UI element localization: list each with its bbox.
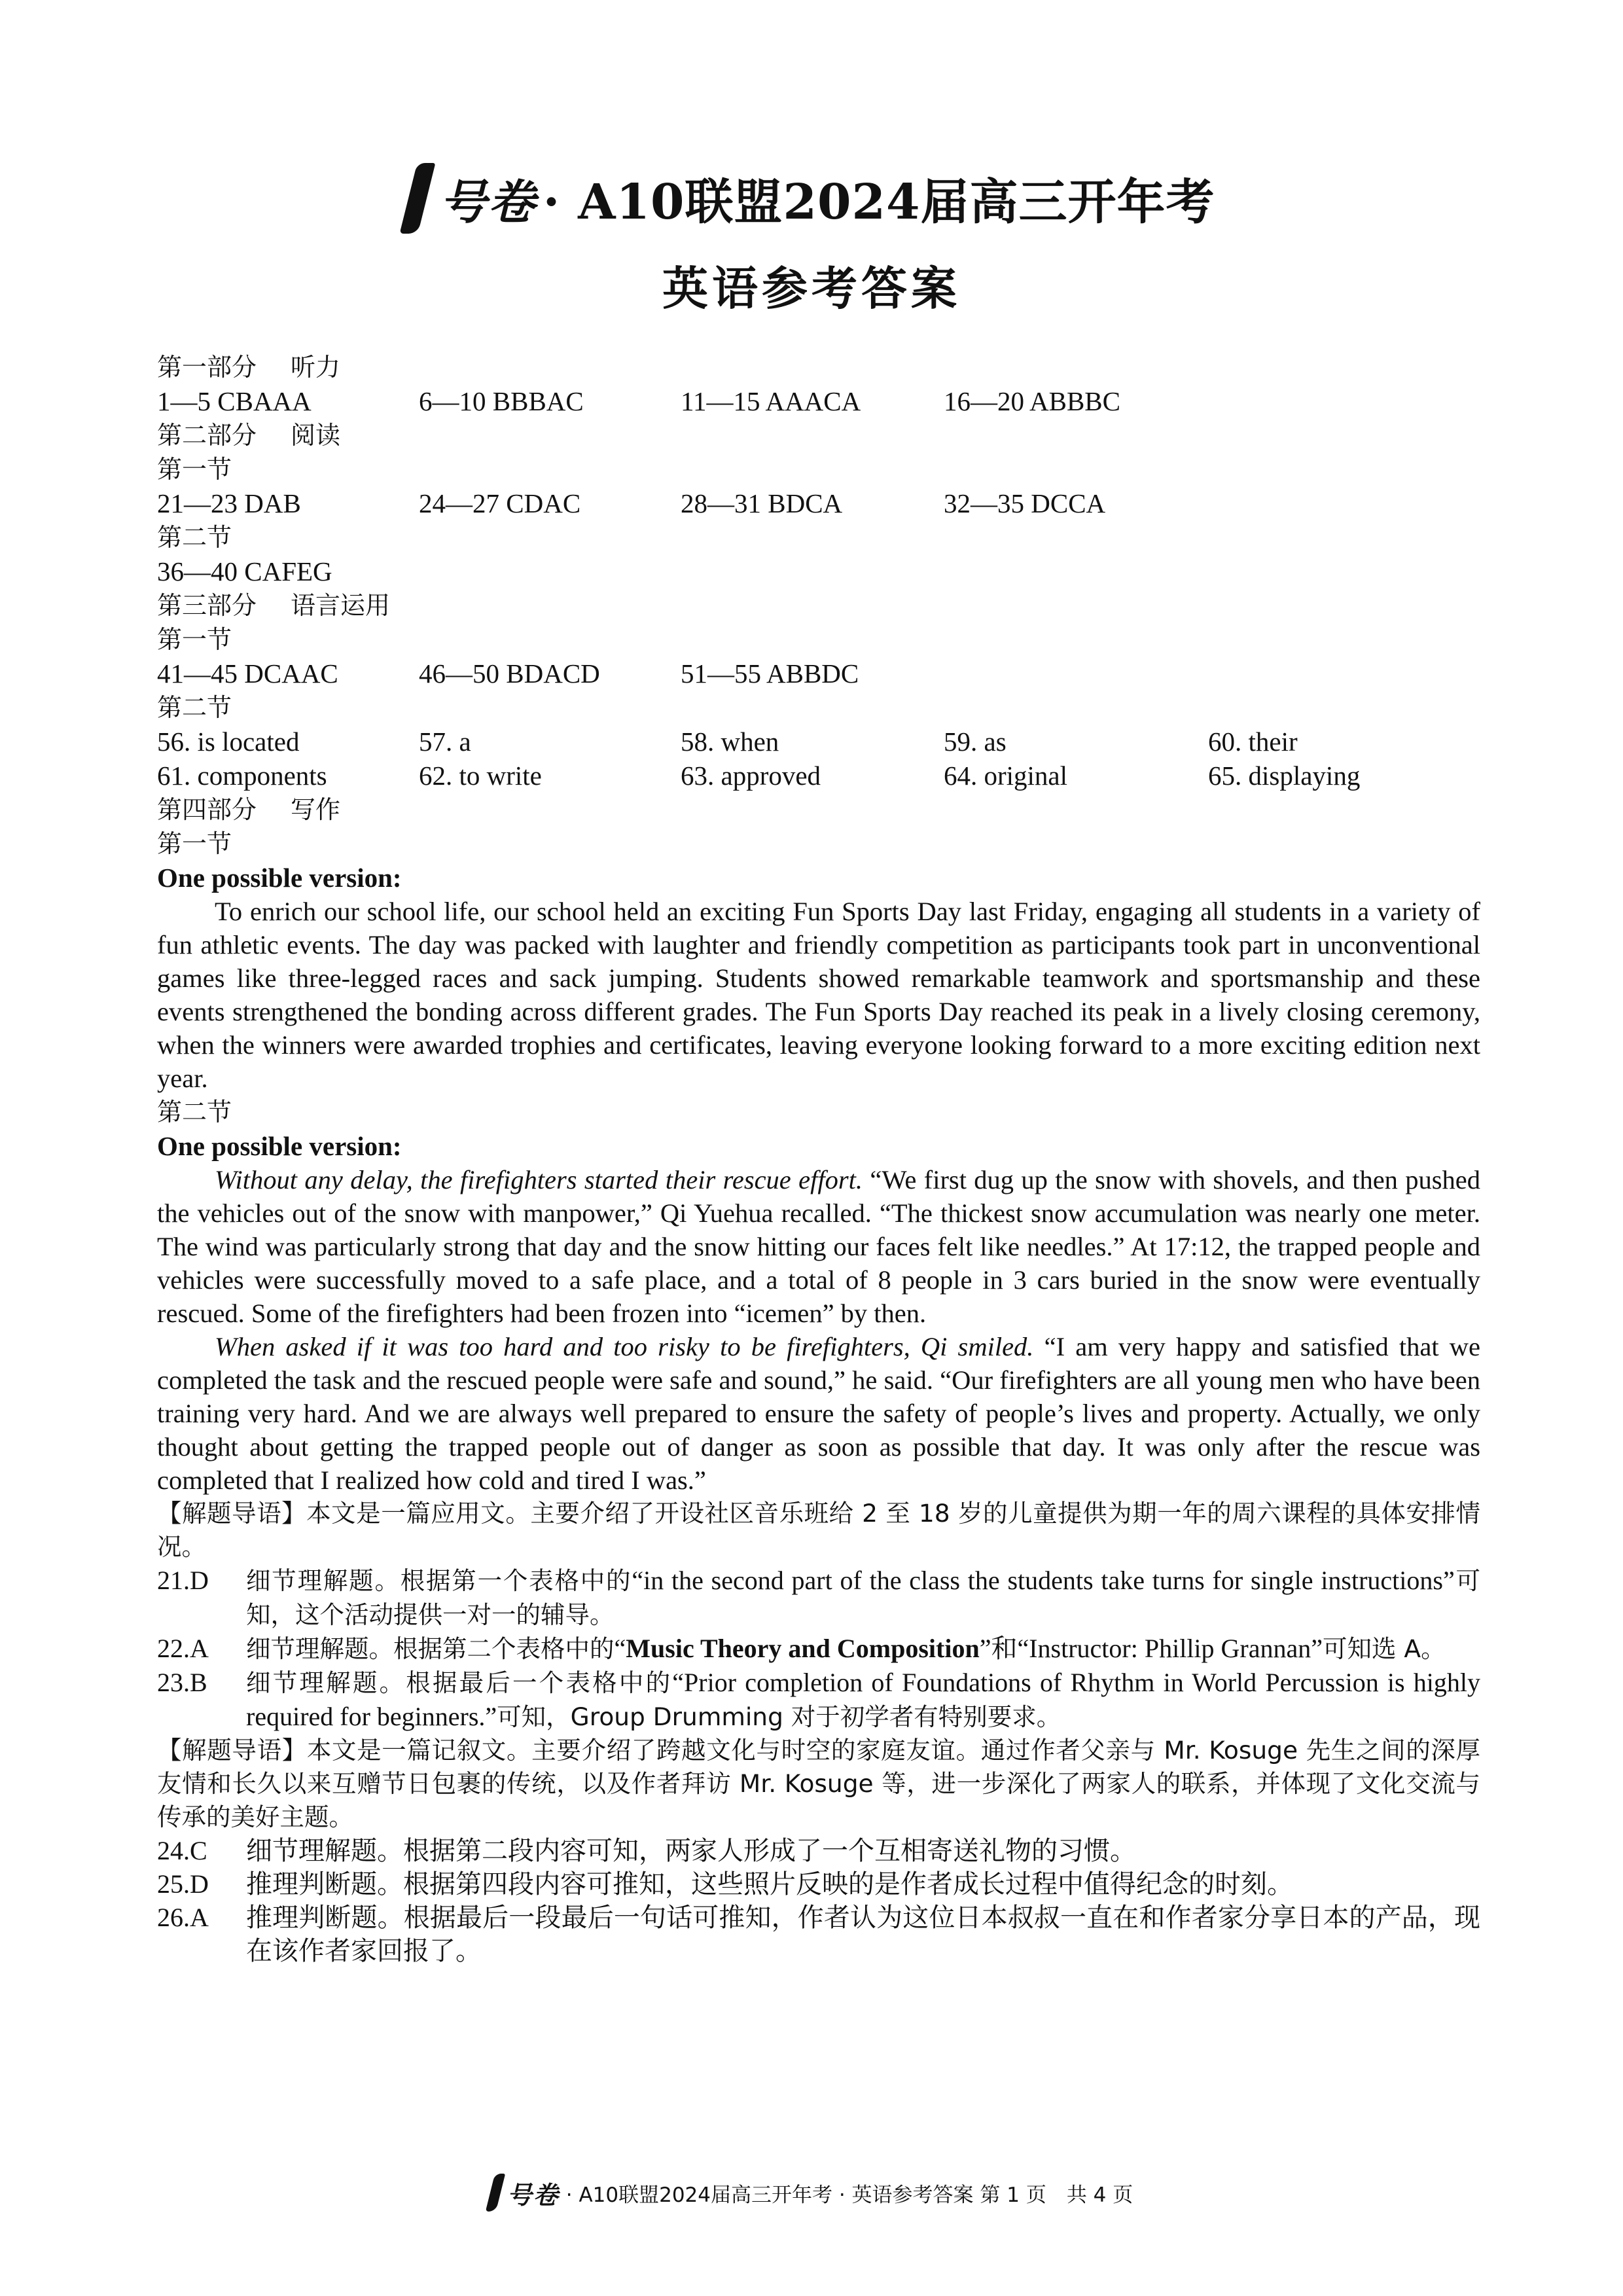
given-sentence: When asked if it was too hard and too risky to be firefighters, Qi smiled. [215,1332,1034,1361]
answer-group: 6—10 BBBAC [419,386,584,416]
explanation-text: 推理判断题。根据第四段内容可推知，这些照片反映的是作者成长过程中值得纪念的时刻。 [246,1869,1293,1899]
question-number: 22.A [157,1634,209,1663]
answer-item: 65. displaying [1208,761,1361,791]
page-title: · A10联盟2024届高三开年考 [543,174,1215,230]
explanation-intro: 【解题导语】本文是一篇记叙文。主要介绍了跨越文化与时空的家庭友谊。通过作者父亲与 Mr. Kosuge 先生之间的深厚友情和长久以来互赠节日包裹的传统，以及作者拜访 Mr. Kosuge 等，进一步深化了两家人的联系，并体现了文化交流与传承的美好主题。 [157,1736,1480,1831]
subsection-heading: 第二节 [157,523,232,552]
subsection-heading: 第一节 [157,829,232,858]
answer-group: 21—23 DAB [157,488,301,518]
question-number: 26.A [157,1903,209,1932]
version-heading: One possible version: [157,1131,402,1161]
section-heading: 第二部分 阅读 [157,421,341,450]
explanation-item [157,1564,1480,1632]
brush-stroke-icon [485,2174,505,2212]
explanation-text: 细节理解题。根据最后一个表格中的“Prior completion of Foundations of Rhythm in World Percussion is highly required for beginners.”可知，Group Drumming 对于初学者有特别要求。 [246,1668,1481,1731]
explanation-item [157,1666,1480,1734]
section-heading: 第三部分 语言运用 [157,591,391,620]
answer-group: 28—31 BDCA [681,488,843,518]
answer-item: 58. when [681,726,779,757]
explanation-item [157,1834,1480,1867]
question-number: 24.C [157,1836,207,1865]
essay-paragraph [157,1163,1480,1330]
answer-item: 62. to write [419,761,542,791]
answer-item: 64. original [944,761,1068,791]
essay-text: “I am very happy and satisfied that we completed the task and the rescued people were safe and sound,” he said. “Our firefighters are all young men who have been training very hard. And we are always well prepared to ensure the safety of people’s lives and property. Actually, we only thought about getting the trapped people out of danger as soon as possible that day. It was only after the rescue was completed that I realized how cold and tired I was.” [157,1332,1481,1495]
explanation-text: 推理判断题。根据最后一段最后一句话可推知，作者认为这位日本叔叔一直在和作者家分享日本的产品，现在该作者家回报了。 [246,1903,1480,1965]
explanation-item [157,1901,1480,1967]
brand-logo [408,163,537,234]
header [0,156,1623,241]
essay-paragraph [157,1330,1480,1497]
answer-group: 24—27 CDAC [419,488,581,518]
answer-group: 11—15 AAACA [681,386,861,416]
explanation-text: 细节理解题。根据第二段内容可知，两家人形成了一个互相寄送礼物的习惯。 [246,1836,1136,1865]
explanation-item [157,1867,1480,1901]
brand-logo-text: 号卷 [439,174,537,230]
section-heading: 第一部分 听力 [157,353,341,382]
answer-group: 36—40 CAFEG [157,556,332,586]
essay-paragraph: To enrich our school life, our school held an exciting Fun Sports Day last Friday, engaging all students in a variety of fun athletic events. The day was packed with laughter and friendly competition as participants took part in unconventional games like three-legged races and sack jumping. Students showed remarkable teamwork and sportsmanship and these events strengthened the bonding across different grades. The Fun Sports Day reached its peak in a lively closing ceremony, when the winners were awarded trophies and certificates, leaving everyone looking forward to a more exciting edition next year. [157,897,1480,1093]
explanation-text: 细节理解题。根据第二个表格中的“Music Theory and Composition”和“Instructor: Phillip Grannan”可知选 A。 [246,1634,1446,1663]
subsection-heading: 第一节 [157,625,232,654]
answer-row [157,554,1480,588]
page-footer [0,2173,1623,2212]
page-subtitle: 英语参考答案 [662,261,961,315]
brush-stroke-icon [399,163,435,234]
answer-key [157,350,1480,1967]
answer-row [157,725,1480,759]
answer-group: 1—5 CBAAA [157,386,312,416]
explanation-intro: 【解题导语】本文是一篇应用文。主要介绍了开设社区音乐班给 2 至 18 岁的儿童提供为期一年的周六课程的具体安排情况。 [157,1499,1480,1561]
explanation-item [157,1632,1480,1666]
subsection-heading: 第一节 [157,455,232,484]
essay-text: “We first dug up the snow with shovels, and then pushed the vehicles out of the snow with manpower,” Qi Yuehua recalled. “The thickest snow accumulation was nearly one meter. The wind was particularly strong that day and the snow hitting our faces felt like needles.” At 17:12, the trapped people and vehicles were successfully moved to a safe place, and a total of 8 people in 3 cars buried in the snow were eventually rescued. Some of the firefighters had been frozen into “icemen” by then. [157,1165,1481,1328]
question-number: 21.D [157,1566,209,1595]
answer-group: 46—50 BDACD [419,658,600,689]
answer-group: 16—20 ABBBC [944,386,1120,416]
brand-logo-text: 号卷 [507,2179,560,2210]
answer-row [157,759,1480,793]
footer-text: · A10联盟2024届高三开年考 · 英语参考答案 第 1 页 共 4 页 [565,2183,1133,2207]
section-heading: 第四部分 写作 [157,795,341,824]
version-heading: One possible version: [157,863,402,893]
answer-group: 41—45 DCAAC [157,658,338,689]
answer-item: 59. as [944,726,1007,757]
answer-item: 57. a [419,726,471,757]
subsection-heading: 第二节 [157,693,232,722]
answer-item: 61. components [157,761,327,791]
answer-item: 63. approved [681,761,821,791]
answer-row [157,656,1480,691]
given-sentence: Without any delay, the firefighters started their rescue effort. [215,1165,863,1194]
answer-item: 60. their [1208,726,1298,757]
question-number: 25.D [157,1869,209,1899]
explanation-text: 细节理解题。根据第一个表格中的“in the second part of the class the students take turns for single instructions”可知，这个活动提供一对一的辅导。 [246,1566,1481,1629]
answer-item: 56. is located [157,726,300,757]
answer-group: 32—35 DCCA [944,488,1106,518]
answer-row [157,384,1480,418]
answer-group: 51—55 ABBDC [681,658,859,689]
subsection-heading: 第二节 [157,1098,232,1126]
answer-row [157,486,1480,520]
question-number: 23.B [157,1668,207,1697]
footer-logo [490,2174,560,2212]
